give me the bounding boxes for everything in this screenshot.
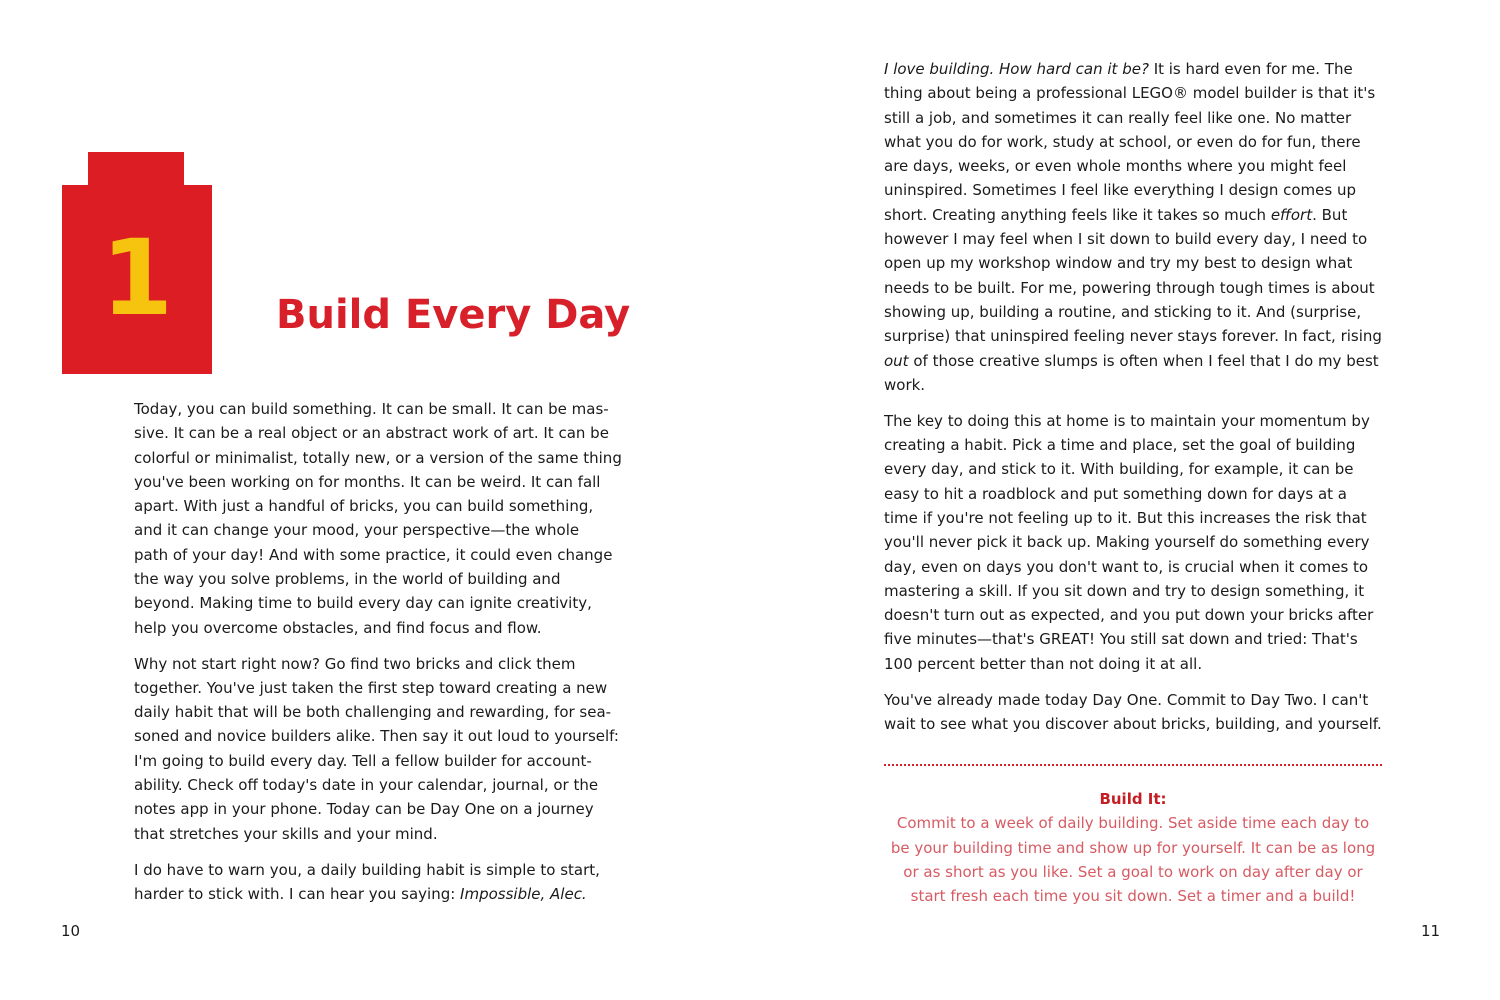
paragraph bbox=[134, 858, 629, 907]
page-number-right: 11 bbox=[1421, 922, 1441, 940]
italic-text: effort bbox=[1270, 205, 1313, 224]
italic-text: Impossible, Alec. bbox=[460, 884, 587, 903]
paragraph-text: I do have to warn you, a daily building habit is simple to start, harder to stick with. I can hear you saying: bbox=[134, 860, 600, 903]
build-it-body: Commit to a week of daily building. Set aside time each day to be your building time and show up for yourself. It can be as long or as short as you like. Set a goal to work on day after day or start fresh each time you sit down. Set a timer and a build! bbox=[890, 814, 1376, 906]
chapter-brick-icon bbox=[62, 152, 212, 374]
paragraph bbox=[884, 57, 1389, 397]
italic-text: out bbox=[884, 351, 909, 370]
paragraph-text: of those creative slumps is often when I feel that I do my best work. bbox=[884, 351, 1379, 394]
build-it-box bbox=[884, 787, 1382, 908]
right-page-body bbox=[884, 57, 1389, 748]
page-number-left: 10 bbox=[61, 922, 81, 940]
build-it-heading: Build It: bbox=[1099, 790, 1167, 808]
paragraph: You've already made today Day One. Commit to Day Two. I can't wait to see what you discover about bricks, building, and yourself. bbox=[884, 690, 1382, 733]
dotted-divider bbox=[884, 764, 1382, 766]
chapter-number: 1 bbox=[100, 217, 174, 339]
paragraph-text: It is hard even for me. The thing about being a professional LEGO® model builder is that it's still a job, and sometimes it can really feel like one. No matter what you do for work, study at school, or even do for fun, there are days, weeks, or even whole months where you might feel uninspired. Sometimes I feel like everything I design comes up short. Creating anything feels like it takes so much bbox=[884, 60, 1376, 224]
paragraph: The key to doing this at home is to maintain your momentum by creating a habit. Pick a time and place, set the goal of building every day, and stick to it. With building, for example, it can be easy to hit a roadblock and put something down for days at a time if you're not feeling up to it. But this increases the risk that you'll never pick it back up. Making yourself do something every day, even on days you don't want to, is crucial when it comes to mastering a skill. If you sit down and try to design something, it doesn't turn out as expected, and you put down your bricks after five minutes—that's GREAT! You still sat down and tried: That's 100 percent better than not doing it at all. bbox=[884, 411, 1374, 673]
left-page-body bbox=[134, 397, 629, 918]
italic-text: I love building. How hard can it be? bbox=[884, 60, 1149, 78]
paragraph: Why not start right now? Go find two bricks and click them together. You've just taken the first step toward creating a new daily habit that will be both challenging and rewarding, for sea- soned and novice builders alike. Then say it out loud to yourself: I'm going to build every day. Tell a fellow builder for account- ability. Check off today's date in your calendar, journal, or the notes app in your phone. Today can be Day One on a journey that stretches your skills and your mind. bbox=[134, 654, 619, 843]
chapter-title: Build Every Day bbox=[276, 292, 631, 338]
brick-stud bbox=[88, 152, 184, 186]
paragraph: Today, you can build something. It can be small. It can be mas- sive. It can be a real object or an abstract work of art. It can be colorful or minimalist, totally new, or a version of the same thing you've been working on for months. It can be weird. It can fall apart. With just a handful of bricks, you can build something, and it can change your mood, your perspective—the whole path of your day! And with some practice, it could even change the way you solve problems, in the world of building and beyond. Making time to build every day can ignite creativity, help you overcome obstacles, and find focus and flow. bbox=[134, 400, 622, 637]
paragraph-text: . But however I may feel when I sit down to build every day, I need to open up my workshop window and try my best to design what needs to be built. For me, powering through tough times is about showing up, building a routine, and sticking to it. And (surprise, surprise) that uninspired feeling never stays forever. In fact, rising bbox=[884, 205, 1382, 346]
